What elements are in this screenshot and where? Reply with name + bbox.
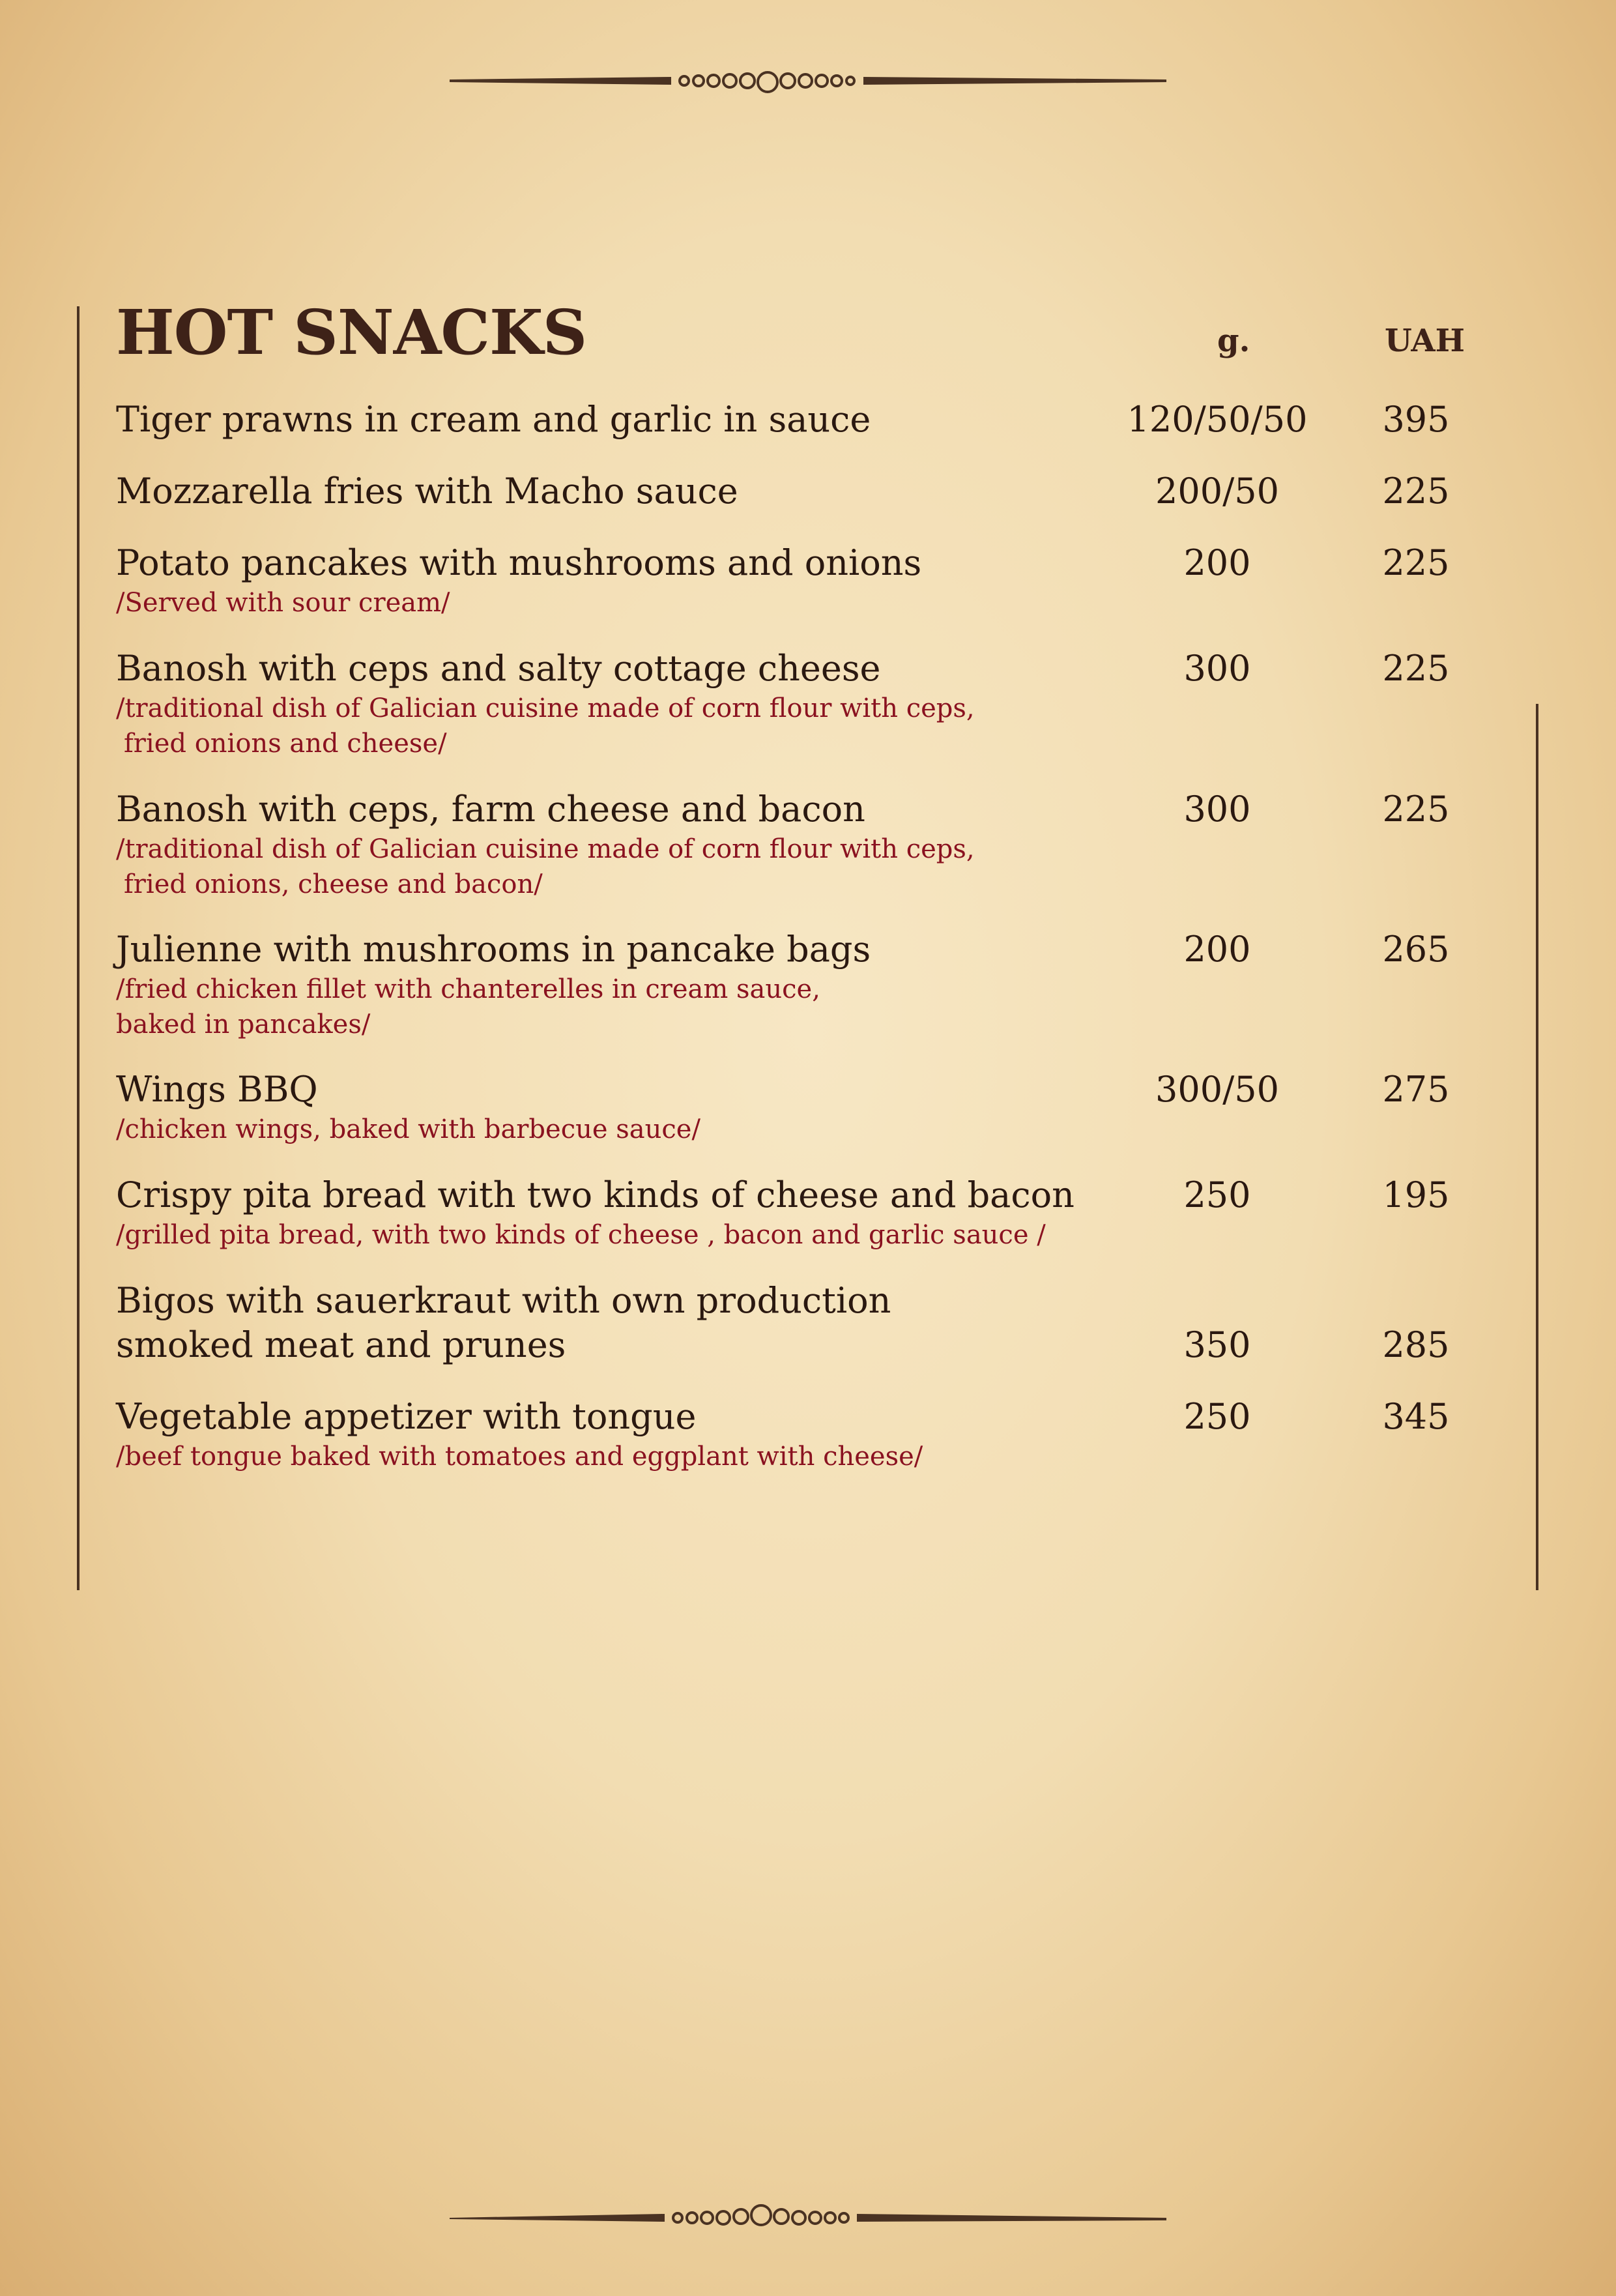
dish-price: 275: [1382, 1069, 1450, 1110]
dish-name: Crispy pita bread with two kinds of cheese and bacon: [116, 1174, 1075, 1215]
dish-price: 225: [1382, 471, 1450, 512]
dish-price: 225: [1382, 648, 1450, 689]
dish-weight: 300: [1183, 648, 1251, 689]
dish-description: /grilled pita bread, with two kinds of cheese , bacon and garlic sauce /: [116, 1220, 1046, 1250]
dish-weight: 300: [1183, 789, 1251, 830]
dish-weight: 200: [1183, 929, 1251, 970]
price-column-header: UAH: [1385, 323, 1465, 359]
dish-description-line2: baked in pancakes/: [116, 1010, 371, 1039]
menu-item: [116, 1068, 1517, 1147]
dish-name-line2: smoked meat and prunes: [116, 1324, 566, 1365]
dish-description: /traditional dish of Galician cuisine made of corn flour with ceps,: [116, 693, 975, 723]
menu-item: [116, 927, 1517, 1042]
dish-name: Julienne with mushrooms in pancake bags: [116, 929, 871, 970]
top-ornament: [450, 65, 1166, 98]
dish-price: 195: [1382, 1174, 1450, 1215]
dish-name: Wings BBQ: [116, 1069, 318, 1110]
dish-name: Potato pancakes with mushrooms and onions: [116, 542, 922, 583]
dish-description: /Served with sour cream/: [116, 588, 450, 618]
dish-name: Banosh with ceps and salty cottage cheese: [116, 648, 881, 689]
dish-weight: 120/50/50: [1127, 399, 1308, 440]
dish-description: /traditional dish of Galician cuisine made of corn flour with ceps,: [116, 834, 975, 864]
menu-item: [116, 787, 1517, 902]
menu-item: [116, 1279, 1517, 1367]
weight-column-header: g.: [1217, 323, 1250, 359]
dish-description: /fried chicken fillet with chanterelles in cream sauce,: [116, 974, 820, 1004]
dish-description: /chicken wings, baked with barbecue sauce/: [116, 1114, 700, 1144]
menu-item: [116, 541, 1517, 620]
dish-name: Vegetable appetizer with tongue: [116, 1396, 697, 1437]
dish-description-line2: fried onions, cheese and bacon/: [124, 869, 543, 899]
menu-item: [116, 1395, 1517, 1474]
dish-name: Banosh with ceps, farm cheese and bacon: [116, 789, 865, 830]
dish-weight: 200/50: [1155, 471, 1279, 512]
bottom-ornament: [450, 2200, 1166, 2232]
dish-price: 395: [1382, 399, 1450, 440]
dish-name: Mozzarella fries with Macho sauce: [116, 471, 738, 512]
menu-item: [116, 1173, 1517, 1253]
dish-description: /beef tongue baked with tomatoes and eggplant with cheese/: [116, 1442, 923, 1472]
dish-weight: 250: [1183, 1396, 1251, 1437]
menu-item: [116, 469, 1517, 514]
dish-name: Bigos with sauerkraut with own production: [116, 1280, 891, 1321]
dish-price: 345: [1382, 1396, 1450, 1437]
menu-item: [116, 398, 1517, 442]
dish-weight: 350: [1183, 1324, 1251, 1365]
dish-price: 265: [1382, 929, 1450, 970]
menu-item: [116, 647, 1517, 761]
dish-weight: 250: [1183, 1174, 1251, 1215]
dish-weight: 200: [1183, 542, 1251, 583]
left-border-line: [77, 306, 79, 1590]
dish-price: 225: [1382, 542, 1450, 583]
dish-name: Tiger prawns in cream and garlic in sauce: [116, 399, 871, 440]
dish-price: 225: [1382, 789, 1450, 830]
dish-weight: 300/50: [1155, 1069, 1279, 1110]
section-title: HOT SNACKS: [116, 297, 587, 369]
dish-description-line2: fried onions and cheese/: [124, 729, 447, 759]
dish-price: 285: [1382, 1324, 1450, 1365]
right-border-line: [1536, 704, 1538, 1590]
